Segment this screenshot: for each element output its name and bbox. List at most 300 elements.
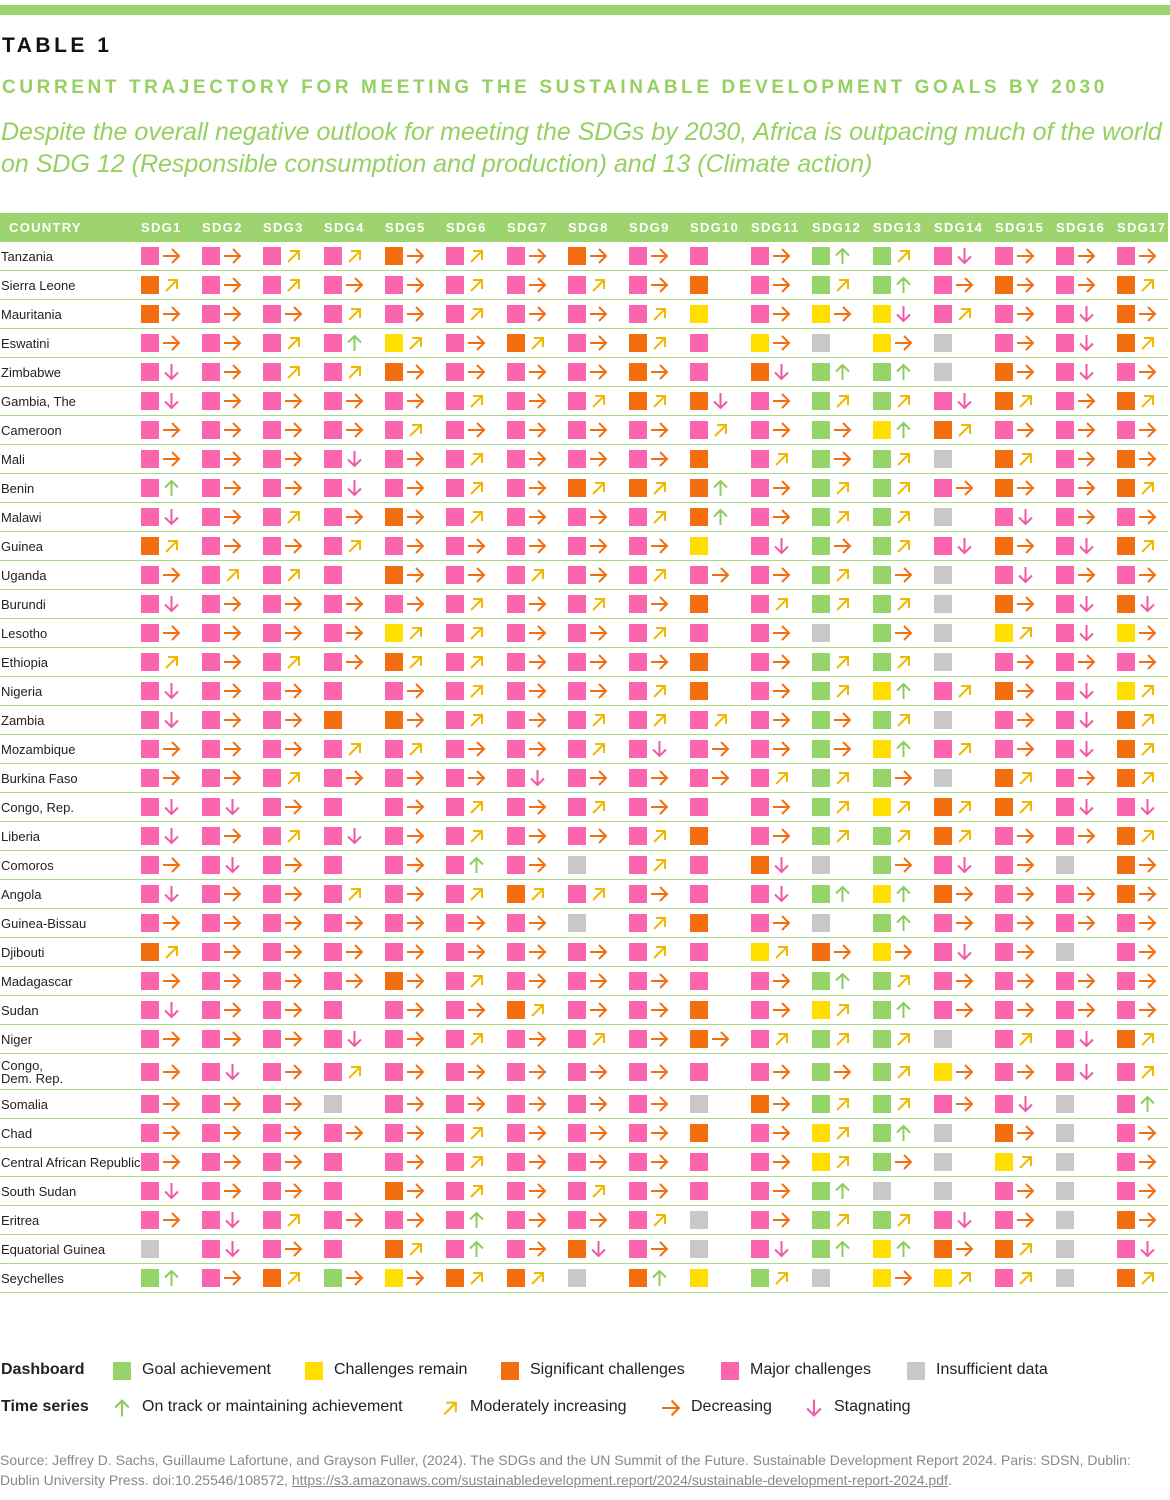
right-arrow-icon [1077, 450, 1096, 468]
diagonal-arrow-icon [467, 624, 486, 642]
status-square [446, 1153, 464, 1171]
sdg-cell [1117, 1063, 1157, 1081]
sdg-cell [507, 450, 547, 468]
right-arrow-icon [223, 653, 242, 671]
status-square [629, 827, 647, 845]
status-square [934, 479, 952, 497]
sdg-cell [934, 1124, 974, 1142]
sdg-cell [690, 1153, 730, 1171]
sdg-cell [202, 914, 242, 932]
right-arrow-icon [1016, 363, 1035, 381]
right-arrow-icon [772, 508, 791, 526]
right-arrow-icon [589, 537, 608, 555]
diagonal-arrow-icon [345, 537, 364, 555]
right-arrow-icon [1077, 247, 1096, 265]
diagonal-arrow-icon [711, 711, 730, 729]
status-square [1056, 566, 1074, 584]
status-square [385, 1182, 403, 1200]
status-square [324, 479, 342, 497]
status-square [202, 537, 220, 555]
status-square [263, 479, 281, 497]
status-square [1056, 479, 1074, 497]
status-square [568, 305, 586, 323]
right-arrow-icon [711, 769, 730, 787]
diagonal-arrow-icon [528, 1269, 547, 1287]
sdg-cell [690, 972, 730, 990]
status-square [812, 1030, 830, 1048]
status-square [995, 566, 1013, 584]
sdg-cell [507, 1063, 547, 1081]
sdg-cell [385, 653, 425, 671]
status-square [690, 276, 708, 294]
status-square [202, 334, 220, 352]
status-square [1117, 1124, 1135, 1142]
right-arrow-icon [223, 1030, 242, 1048]
diagonal-arrow-icon [467, 1153, 486, 1171]
right-arrow-icon [406, 1030, 425, 1048]
right-arrow-icon [406, 943, 425, 961]
right-arrow-icon [589, 566, 608, 584]
status-square [568, 711, 586, 729]
status-square [324, 1269, 342, 1287]
status-square [446, 247, 464, 265]
status-square [690, 566, 708, 584]
sdg-cell [995, 1269, 1035, 1287]
sdg-cell [141, 740, 181, 758]
status-square [1117, 1030, 1135, 1048]
status-square [812, 740, 830, 758]
sdg-cell [263, 421, 303, 439]
sdg-cell [751, 479, 791, 497]
sdg-cell [873, 972, 913, 990]
sdg-cell [202, 363, 242, 381]
status-square [1117, 305, 1135, 323]
source-text: Source: Jeffrey D. Sachs, Guillaume Lafortune, and Grayson Fuller, (2024). The SDGs and the UN Summit of the Future. Sustainable Development Report 2024. Paris: SDSN, Dublin: Dublin University Press. doi:10.25546/108572, [0, 1452, 1131, 1488]
country-name: Central African Republic [1, 1154, 141, 1170]
status-square [324, 1153, 342, 1171]
status-square [995, 711, 1013, 729]
status-square [934, 1153, 952, 1171]
country-name: Liberia [1, 828, 41, 844]
right-arrow-icon [1016, 653, 1035, 671]
right-arrow-icon [1138, 247, 1157, 265]
status-square [1056, 1063, 1074, 1081]
right-arrow-icon [284, 1063, 303, 1081]
diagonal-arrow-icon [1138, 276, 1157, 294]
sdg-cell [812, 247, 852, 265]
header-sdg13: SDG13 [873, 220, 923, 235]
status-square [385, 305, 403, 323]
status-square [385, 885, 403, 903]
right-arrow-icon [223, 943, 242, 961]
sdg-cell [751, 1124, 791, 1142]
right-arrow-icon [345, 653, 364, 671]
status-square [446, 595, 464, 613]
sdg-cell [934, 1269, 974, 1287]
right-arrow-icon [1016, 943, 1035, 961]
status-square [934, 334, 952, 352]
status-square [385, 711, 403, 729]
sdg-cell [263, 653, 303, 671]
sdg-cell [507, 1269, 547, 1287]
status-square [629, 1124, 647, 1142]
right-arrow-icon [650, 450, 669, 468]
right-arrow-icon [223, 624, 242, 642]
status-square [812, 595, 830, 613]
sdg-cell [385, 1001, 425, 1019]
sdg-cell [812, 769, 852, 787]
sdg-cell [690, 247, 730, 265]
diagonal-arrow-icon [1016, 624, 1035, 642]
sdg-cell [385, 595, 425, 613]
sdg-cell [1117, 769, 1157, 787]
table-row [0, 561, 1168, 590]
diagonal-arrow-icon [1138, 1030, 1157, 1048]
table-row [0, 590, 1168, 619]
sdg-cell [385, 885, 425, 903]
status-square [1056, 972, 1074, 990]
down-arrow-icon [162, 827, 181, 845]
status-square [507, 392, 525, 410]
status-square [568, 1240, 586, 1258]
right-arrow-icon [223, 334, 242, 352]
table-row [0, 1206, 1168, 1235]
sdg-cell [934, 1001, 974, 1019]
sdg-cell [141, 1153, 181, 1171]
sdg-cell [141, 1030, 181, 1048]
status-square [507, 914, 525, 932]
status-square [873, 566, 891, 584]
down-arrow-icon [345, 479, 364, 497]
sdg-cell [751, 1095, 791, 1113]
right-arrow-icon [1138, 1124, 1157, 1142]
right-arrow-icon [467, 1063, 486, 1081]
status-square [324, 508, 342, 526]
right-arrow-icon [772, 972, 791, 990]
sdg-cell [934, 479, 974, 497]
status-square [385, 566, 403, 584]
country-name: Somalia [1, 1096, 48, 1112]
status-square [385, 1240, 403, 1258]
up-arrow-icon [833, 1240, 852, 1258]
status-square [263, 943, 281, 961]
sdg-cell [263, 624, 303, 642]
diagonal-arrow-icon [772, 769, 791, 787]
right-arrow-icon [894, 943, 913, 961]
status-square [324, 653, 342, 671]
right-arrow-icon [1016, 856, 1035, 874]
sdg-cell [751, 1269, 791, 1287]
down-arrow-icon [162, 392, 181, 410]
status-square [690, 247, 708, 265]
sdg-cell [995, 247, 1035, 265]
diagonal-arrow-icon [162, 943, 181, 961]
sdg-cell [385, 1124, 425, 1142]
sdg-cell [141, 276, 181, 294]
status-square [751, 1240, 769, 1258]
sdg-cell [568, 653, 608, 671]
diagonal-arrow-icon [894, 479, 913, 497]
sdg-cell [690, 1211, 730, 1229]
status-square [690, 392, 708, 410]
diagonal-arrow-icon [833, 1124, 852, 1142]
status-square [629, 1153, 647, 1171]
table-row [0, 706, 1168, 735]
status-square [812, 653, 830, 671]
sdg-cell [995, 363, 1035, 381]
sdg-cell [812, 1001, 852, 1019]
sdg-cell [1117, 914, 1157, 932]
status-square [507, 566, 525, 584]
status-square [324, 1030, 342, 1048]
right-arrow-icon [345, 943, 364, 961]
status-square [1056, 1124, 1074, 1142]
status-square [934, 653, 952, 671]
right-arrow-icon [772, 421, 791, 439]
status-square [141, 537, 159, 555]
diagonal-arrow-icon [1138, 740, 1157, 758]
status-square [995, 1269, 1013, 1287]
status-square [324, 943, 342, 961]
status-square [812, 972, 830, 990]
right-arrow-icon [406, 769, 425, 787]
status-square [1056, 537, 1074, 555]
status-square [446, 1124, 464, 1142]
status-square [1056, 740, 1074, 758]
status-square [690, 305, 708, 323]
status-square [995, 595, 1013, 613]
diagonal-arrow-icon [894, 537, 913, 555]
status-square [629, 885, 647, 903]
sdg-cell [1056, 421, 1096, 439]
status-square [629, 1269, 647, 1287]
right-arrow-icon [589, 1124, 608, 1142]
right-arrow-icon [833, 450, 852, 468]
status-square [629, 566, 647, 584]
legend-swatch [501, 1362, 519, 1380]
diagonal-arrow-icon [650, 508, 669, 526]
status-square [873, 653, 891, 671]
down-arrow-icon [345, 1030, 364, 1048]
status-square [690, 1269, 708, 1287]
status-square [690, 450, 708, 468]
status-square [202, 363, 220, 381]
status-square [629, 682, 647, 700]
right-arrow-icon [345, 276, 364, 294]
status-square [202, 508, 220, 526]
status-square [568, 624, 586, 642]
status-square [385, 1030, 403, 1048]
sdg-cell [690, 1095, 730, 1113]
sdg-cell [507, 914, 547, 932]
source-link[interactable]: https://s3.amazonaws.com/sustainabledevelopment.report/2024/sustainable-development-report-2024.pdf [291, 1472, 948, 1488]
status-square [507, 624, 525, 642]
right-arrow-icon [1016, 479, 1035, 497]
sdg-cell [934, 334, 974, 352]
status-square [446, 972, 464, 990]
sdg-cell [446, 537, 486, 555]
status-square [507, 595, 525, 613]
sdg-cell [446, 885, 486, 903]
diagonal-arrow-icon [1016, 769, 1035, 787]
right-arrow-icon [467, 566, 486, 584]
status-square [812, 566, 830, 584]
right-arrow-icon [1138, 508, 1157, 526]
sdg-cell [690, 624, 730, 642]
sdg-cell [873, 769, 913, 787]
sdg-cell [446, 1095, 486, 1113]
status-square [873, 1063, 891, 1081]
status-square [385, 972, 403, 990]
table-row [0, 358, 1168, 387]
diagonal-arrow-icon [1138, 392, 1157, 410]
status-square [1056, 1240, 1074, 1258]
status-square [141, 1063, 159, 1081]
diagonal-arrow-icon [1138, 537, 1157, 555]
status-square [263, 450, 281, 468]
status-square [690, 537, 708, 555]
status-square [995, 827, 1013, 845]
status-square [202, 247, 220, 265]
right-arrow-icon [467, 1001, 486, 1019]
sdg-cell [690, 595, 730, 613]
right-arrow-icon [650, 537, 669, 555]
sdg-cell [263, 1124, 303, 1142]
sdg-cell [568, 276, 608, 294]
status-square [202, 943, 220, 961]
sdg-cell [751, 334, 791, 352]
status-square [568, 1211, 586, 1229]
diagonal-arrow-icon [345, 740, 364, 758]
sdg-cell [202, 653, 242, 671]
right-arrow-icon [1016, 247, 1035, 265]
status-square [324, 1095, 342, 1113]
status-square [751, 624, 769, 642]
diagonal-arrow-icon [894, 972, 913, 990]
status-square [202, 1211, 220, 1229]
diagonal-arrow-icon [1138, 479, 1157, 497]
status-square [629, 943, 647, 961]
sdg-cell [995, 972, 1035, 990]
right-arrow-icon [223, 595, 242, 613]
down-arrow-icon [1077, 624, 1096, 642]
status-square [995, 624, 1013, 642]
right-arrow-icon [406, 856, 425, 874]
sdg-cell [141, 247, 181, 265]
diagonal-arrow-icon [284, 1269, 303, 1287]
sdg-cell [690, 450, 730, 468]
sdg-cell [995, 1240, 1035, 1258]
diagonal-arrow-icon [650, 305, 669, 323]
sdg-cell [995, 624, 1035, 642]
right-arrow-icon [1016, 1001, 1035, 1019]
right-arrow-icon [772, 798, 791, 816]
status-square [629, 653, 647, 671]
status-square [629, 711, 647, 729]
sdg-cell [751, 450, 791, 468]
sdg-cell [507, 1240, 547, 1258]
status-square [263, 334, 281, 352]
header-sdg3: SDG3 [263, 220, 304, 235]
sdg-cell [812, 537, 852, 555]
status-square [629, 798, 647, 816]
status-square [263, 1030, 281, 1048]
table-body [0, 242, 1168, 1293]
status-square [1117, 595, 1135, 613]
right-arrow-icon [406, 914, 425, 932]
status-square [263, 1269, 281, 1287]
down-arrow-icon [1077, 711, 1096, 729]
status-square [812, 769, 830, 787]
diagonal-arrow-icon [467, 508, 486, 526]
status-square [568, 1182, 586, 1200]
diagonal-arrow-icon [833, 653, 852, 671]
status-square [690, 653, 708, 671]
status-square [934, 508, 952, 526]
status-square [812, 247, 830, 265]
down-arrow-icon [955, 247, 974, 265]
status-square [385, 392, 403, 410]
right-arrow-icon [223, 827, 242, 845]
right-arrow-icon [162, 450, 181, 468]
sdg-cell [141, 1124, 181, 1142]
sdg-cell [1056, 1063, 1096, 1081]
sdg-cell [812, 276, 852, 294]
status-square [202, 305, 220, 323]
right-arrow-icon [223, 508, 242, 526]
country-name: Zambia [1, 712, 45, 728]
status-square [629, 1030, 647, 1048]
right-arrow-icon [406, 1153, 425, 1171]
status-square [507, 1124, 525, 1142]
country-name: Eswatini [1, 335, 50, 351]
sdg-cell [934, 740, 974, 758]
sdg-cell [568, 885, 608, 903]
right-arrow-icon [1077, 885, 1096, 903]
right-arrow-icon [894, 1153, 913, 1171]
sdg-cell [690, 537, 730, 555]
right-arrow-icon [772, 1095, 791, 1113]
status-square [812, 421, 830, 439]
status-square [751, 276, 769, 294]
status-square [812, 856, 830, 874]
status-square [263, 1063, 281, 1081]
status-square [141, 508, 159, 526]
down-arrow-icon [1077, 334, 1096, 352]
right-arrow-icon [650, 247, 669, 265]
diagonal-arrow-icon [894, 1211, 913, 1229]
status-square [934, 943, 952, 961]
right-arrow-icon [955, 972, 974, 990]
sdg-cell [934, 247, 974, 265]
right-arrow-icon [223, 305, 242, 323]
sdg-cell [1056, 1001, 1096, 1019]
status-square [446, 1095, 464, 1113]
status-square [812, 305, 830, 323]
country-name: Burkina Faso [1, 770, 78, 786]
diagonal-arrow-icon [589, 1182, 608, 1200]
diagonal-arrow-icon [955, 1269, 974, 1287]
status-square [568, 856, 586, 874]
table-row [0, 1090, 1168, 1119]
sdg-cell [568, 1001, 608, 1019]
sdg-cell [202, 537, 242, 555]
status-square [507, 1001, 525, 1019]
diagonal-arrow-icon [894, 1063, 913, 1081]
sdg-cell [385, 450, 425, 468]
diagonal-arrow-icon [467, 711, 486, 729]
status-square [1056, 508, 1074, 526]
